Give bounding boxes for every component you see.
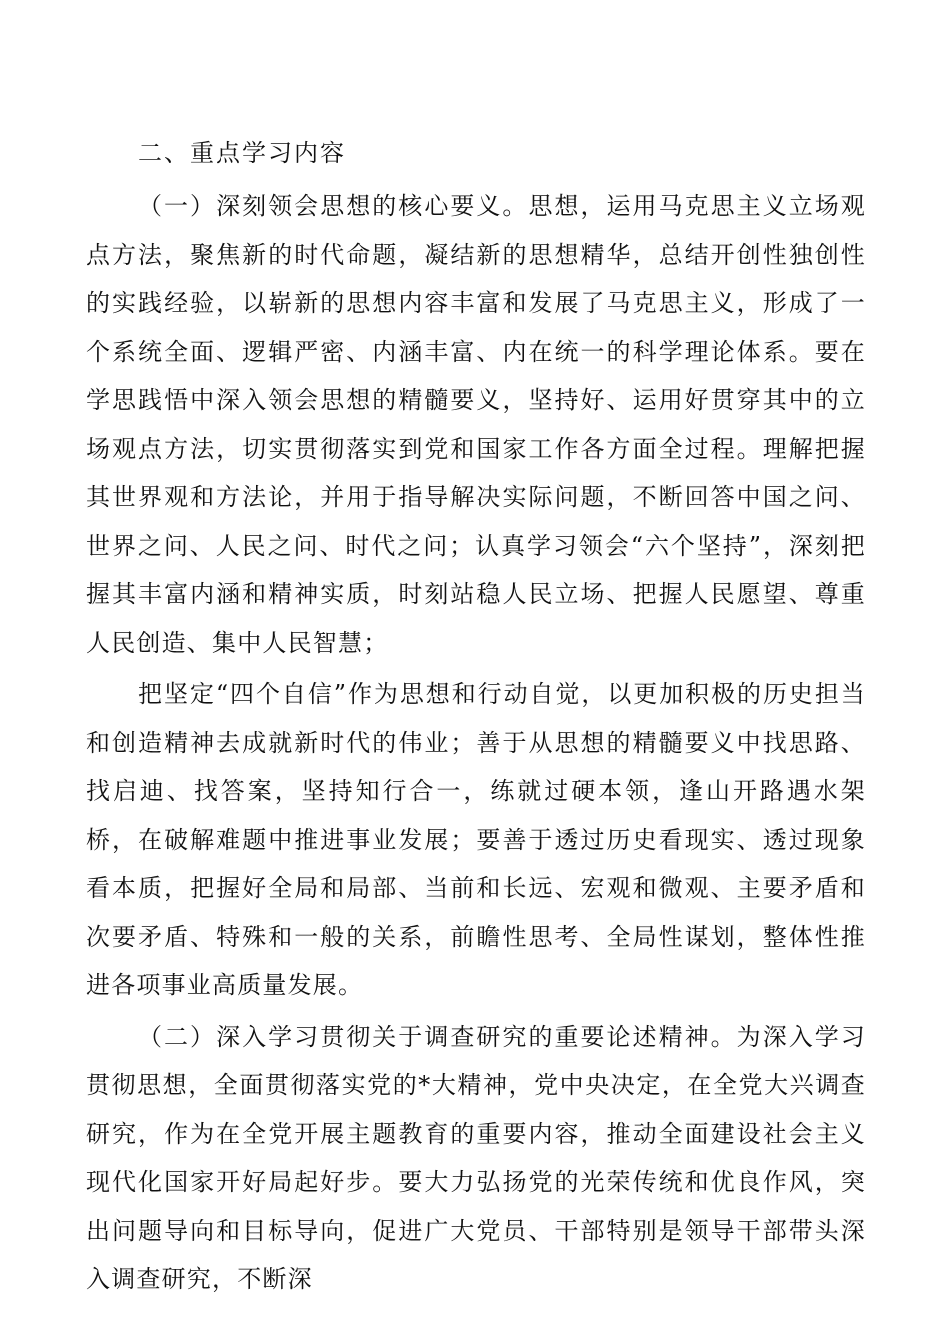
document-body [86, 130, 866, 1304]
paragraph-four-confidences: 把坚定“四个自信”作为思想和行动自觉，以更加积极的历史担当和创造精神去成就新时代的伟业；善于从思想的精髓要义中找思路、找启迪、找答案，坚持知行合一，练就过硬本领，逢山开路遇水架桥，在破解难题中推进事业发展；要善于透过历史看现实、透过现象看本质，把握好全局和局部、当前和长远、宏观和微观、主要矛盾和次要矛盾、特殊和一般的关系，前瞻性思考、全局性谋划，整体性推进各项事业高质量发展。 [86, 680, 866, 999]
paragraph-investigation-research: （二）深入学习贯彻关于调查研究的重要论述精神。为深入学习贯彻思想，全面贯彻落实党的*大精神，党中央决定，在全党大兴调查研究，作为在全党开展主题教育的重要内容，推动全面建设社会主义现代化国家开好局起好步。要大力弘扬党的光荣传统和优良作风，突出问题导向和目标导向，促进广大党员、干部特别是领导干部带头深入调查研究，不断深 [86, 1022, 866, 1293]
section-heading: 二、重点学习内容 [138, 139, 346, 167]
paragraph-core-essence: （一）深刻领会思想的核心要义。思想，运用马克思主义立场观点方法，聚焦新的时代命题，凝结新的思想精华，总结开创性独创性的实践经验，以崭新的思想内容丰富和发展了马克思主义，形成了一个系统全面、逻辑严密、内涵丰富、内在统一的科学理论体系。要在学思践悟中深入领会思想的精髓要义，坚持好、运用好贯穿其中的立场观点方法，切实贯彻落实到党和国家工作各方面全过程。理解把握其世界观和方法论，并用于指导解决实际问题，不断回答中国之问、世界之问、人民之问、时代之问；认真学习领会“六个坚持”，深刻把握其丰富内涵和精神实质，时刻站稳人民立场、把握人民愿望、尊重人民创造、集中人民智慧； [86, 192, 866, 657]
